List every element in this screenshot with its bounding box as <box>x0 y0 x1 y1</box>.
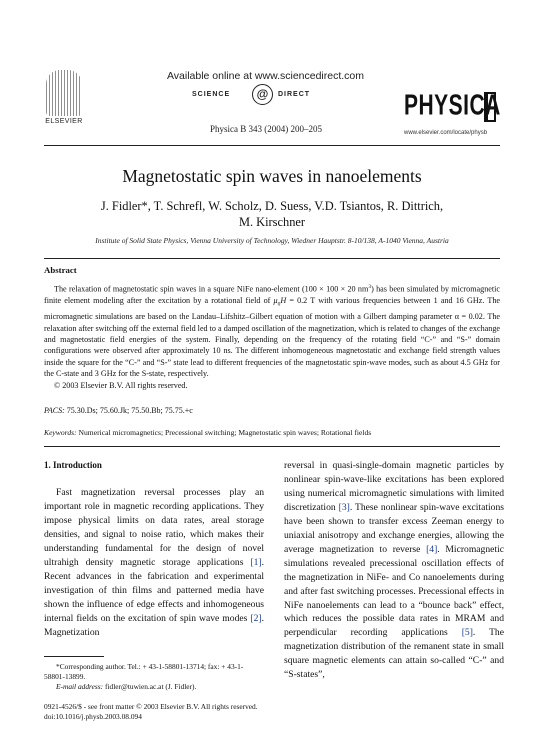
affiliation: Institute of Solid State Physics, Vienna University of Technology, Wiedner Hauptstr. 8-10/138, A-1040 Vienna, Austria <box>95 236 449 245</box>
elsevier-wordmark: ELSEVIER <box>45 118 83 125</box>
abstract-copyright: © 2003 Elsevier B.V. All rights reserved. <box>54 380 188 390</box>
email-value[interactable]: fidler@tuwien.ac.at (J. Fidler). <box>103 682 197 691</box>
front-matter-line: 0921-4526/$ - see front matter © 2003 Elsevier B.V. All rights reserved. <box>44 702 258 711</box>
sciencedirect-at-icon: @ <box>252 84 273 105</box>
abstract-text-a: The relaxation of magnetostatic spin waves in a square NiFe nano-element (100 × 100 × 20 nm <box>54 284 369 294</box>
front-matter <box>44 702 344 722</box>
abstract-top-rule <box>44 258 500 259</box>
pacs-line <box>44 406 193 415</box>
sciencedirect-logo-left: SCIENCE <box>192 91 231 98</box>
authors-line-1: J. Fidler*, T. Schrefl, W. Scholz, D. Suess, V.D. Tsiantos, R. Dittrich, <box>100 199 444 213</box>
intro-right-text-2: . These nonlinear spin-wave excitations have been shown to transfer excess Zeeman energy to uniaxial anisotropy and exchange energies, allowing the average magnetization to reverse <box>284 501 504 555</box>
intro-left-text-1: Fast magnetization reversal processes play an important role in magnetic recording applications. They impose physical limits on data rates, areal storage densities, and signal to noise ratio, which makes their understanding fundamental for the design of novel ultrahigh density magnetic storage applications <box>44 487 264 568</box>
abstract-superscript: 3 <box>368 284 372 290</box>
abstract-paragraph <box>44 282 500 380</box>
reference-link-4[interactable]: [4] <box>426 543 438 555</box>
physica-logo-bar-icon <box>484 92 496 122</box>
elsevier-tree-icon <box>46 70 82 116</box>
available-online-line[interactable]: Available online at www.sciencedirect.com <box>166 70 365 82</box>
left-column <box>44 486 264 639</box>
right-column <box>284 459 504 682</box>
intro-left-text-2: . Recent advances in the fabrication and experimental investigation of thin films and patterned media have shown the influence of edge effects and inhomogeneous internal fields on the excitation of spin wave modes <box>44 556 264 624</box>
abstract-heading: Abstract <box>44 265 77 275</box>
email-label: E-mail address: <box>56 682 104 691</box>
paper-title: Magnetostatic spin waves in nanoelements <box>122 166 422 186</box>
intro-left-text-3: . Magnetization <box>44 612 264 638</box>
intro-right-text-4: . The magnetization distribution of the remanent state in small square magnetic elements can attain so-called “C-” and “S-states”, <box>284 627 504 681</box>
elsevier-logo <box>44 70 84 132</box>
intro-paragraph-right <box>284 459 504 682</box>
footnote-rule <box>44 656 104 657</box>
field-variable: H <box>280 296 287 306</box>
email-line <box>44 682 264 692</box>
intro-right-text-1: reversal in quasi-single-domain magnetic particles by nonlinear spin-wave-like excitations has been explored using numerical micromagnetic simulations with limited discretization <box>284 460 504 513</box>
corresponding-author-note: *Corresponding author. Tel.: + 43-1-58801-13714; fax: + 43-1-58801-13899. <box>44 662 244 681</box>
doi-line[interactable]: doi:10.1016/j.physb.2003.08.094 <box>44 712 142 721</box>
abstract-body <box>44 282 500 391</box>
pacs-label: PACS: <box>44 406 65 415</box>
footnote <box>44 662 264 692</box>
abstract-text-b: ) has been simulated by micromagnetic finite element modeling after the excitation by a rotational field of <box>44 284 500 306</box>
section-heading-introduction: 1. Introduction <box>44 460 102 470</box>
sciencedirect-logo-right: DIRECT <box>278 91 311 98</box>
reference-link-1[interactable]: [1] <box>250 556 262 568</box>
abstract-bottom-rule <box>44 446 500 447</box>
intro-paragraph-left <box>44 486 264 639</box>
mu-symbol: μ <box>273 296 278 306</box>
authors <box>60 198 484 230</box>
pacs-value: 75.30.Ds; 75.60.Jk; 75.50.Bb; 75.75.+c <box>64 406 193 415</box>
keywords-line <box>44 428 371 437</box>
authors-line-2: M. Kirschner <box>238 215 306 229</box>
abstract-text-c: = 0.2 T with various frequencies between 1 and 16 GHz. The micromagnetic simulations are based on the Landau–Lifshitz–Gilbert equation of motion with a Gilbert damping parameter α = 0.02. The relaxation after switching off the external field led to a damped oscillation of the magnetization, which is related to changes of the exchange and magnetostatic field energies of the system. Finally, depending on the frequency of the rotating field “C-” and “S-” domain configurations were observed after approximately 10 ns. The different inhomogeneous magnetostatic and exchange field strength values inside the square for the “C-” and “S-” state lead to different frequencies of the magnetostatic spin-wave modes, such as about 4.5 GHz for the C-state and 3 GHz for the S-state, respectively. <box>44 296 500 379</box>
keywords-label: Keywords: <box>44 428 77 437</box>
reference-link-3[interactable]: [3] <box>338 501 350 513</box>
reference-link-5[interactable]: [5] <box>461 627 473 639</box>
journal-url[interactable]: www.elsevier.com/locate/physb <box>404 130 488 136</box>
mu-subscript: 0 <box>277 301 281 308</box>
physica-logo: PHYSICA <box>404 90 501 122</box>
journal-citation: Physica B 343 (2004) 200–205 <box>210 124 322 134</box>
intro-right-text-3: . Micromagnetic simulations revealed precessional oscillation effects of the magnetization in NiFe- and Co nanoelements during and after fast switching processes. Precessional effects in NiFe nanoelements can lead to a “bounce back” effect, which reduces the possible data rates in MRAM and perpendicular recording applications <box>284 543 504 639</box>
reference-link-2[interactable]: [2] <box>250 612 262 624</box>
keywords-value: Numerical micromagnetics; Precessional switching; Magnetostatic spin waves; Rotational fields <box>76 428 372 437</box>
sciencedirect-logo <box>192 84 342 106</box>
header-rule <box>44 145 500 146</box>
